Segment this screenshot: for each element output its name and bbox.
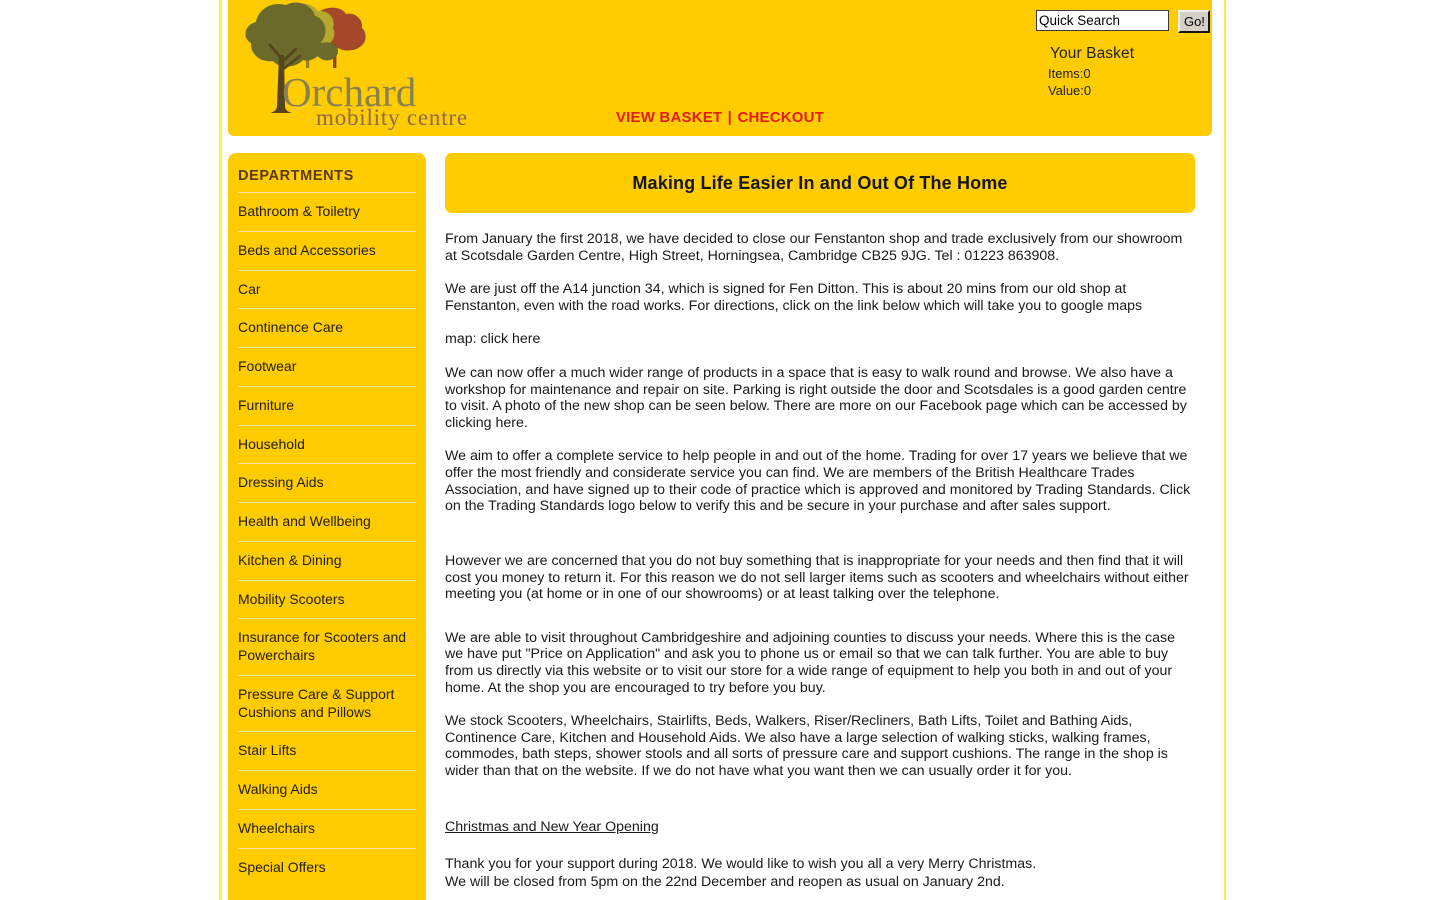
- paragraph-purchase-policy: However we are concerned that you do not buy something that is inappropriate for your needs and then find that it will cost you money to return it. For this reason we do not sell larger items such as scooters and wheelchairs without either meeting you (at home or in one of our showrooms) or at least talking over the telephone.: [445, 552, 1189, 603]
- sidebar-item-bathroom-toiletry[interactable]: Bathroom & Toiletry: [238, 203, 360, 219]
- paragraph-closure-notice: From January the first 2018, we have decided to close our Fenstanton shop and trade exclusively from our showroom at Scotsdale Garden Centre, High Street, Horningsea, Cambridge CB25 9JG. Tel : 01223 863908.: [445, 231, 1183, 264]
- nav-separator: |: [727, 109, 733, 126]
- sidebar-item-household[interactable]: Household: [238, 435, 305, 452]
- sidebar-item-special-offers[interactable]: Special Offers: [238, 858, 326, 875]
- departments-header: DEPARTMENTS: [238, 168, 354, 184]
- page-right-border: [1224, 0, 1226, 900]
- paragraph-new-shop: We can now offer a much wider range of products in a space that is easy to walk round and browse. We also have a workshop for maintenance and repair on site. Parking is right outside the door and Scotsdales is a good garden centre to visit. A photo of the new shop can be seen below. There are more on our Facebook page which can be accessed by clicking here.: [445, 365, 1187, 431]
- logo-word-mobility-centre: mobility centre: [316, 105, 468, 130]
- departments-list: [228, 192, 426, 887]
- basket-title: Your Basket: [1050, 45, 1135, 62]
- sidebar-item-mobility-scooters[interactable]: Mobility Scooters: [238, 590, 345, 607]
- quick-search-area: [1036, 10, 1216, 38]
- main-content: [445, 153, 1205, 892]
- basket-nav: [228, 109, 1212, 126]
- christmas-hours-line: We will be closed from 5pm on the 22nd December and reopen as usual on January 2nd.: [445, 874, 1005, 891]
- sidebar-item-pressure-care-support-cushions-and-pillows[interactable]: Pressure Care & Support Cushions and Pillows: [238, 685, 395, 720]
- checkout-link[interactable]: CHECKOUT: [737, 109, 825, 126]
- sidebar-item-furniture[interactable]: Furniture: [238, 396, 295, 413]
- sidebar-item-health-and-wellbeing[interactable]: Health and Wellbeing: [238, 513, 371, 530]
- basket-total-value: Value:0: [1048, 83, 1092, 99]
- sidebar-item-footwear[interactable]: Footwear: [238, 358, 297, 375]
- search-go-button[interactable]: Go!: [1178, 10, 1210, 33]
- page-left-border: [219, 0, 222, 900]
- sidebar-item-kitchen-dining[interactable]: Kitchen & Dining: [238, 551, 342, 568]
- paragraph-service-promise: We aim to offer a complete service to help people in and out of the home. Trading for over 17 years we believe that we offer the most friendly and considerate service you can find. We are members of the British Healthcare Trades Association, and have signed up to their code of practice which is approved and monitored by Trading Standards. Click on the Trading Standards logo below to verify this and be secure in your purchase and after sales support.: [445, 448, 1191, 515]
- sidebar-item-car[interactable]: Car: [238, 280, 261, 297]
- paragraph-home-visits: We are able to visit throughout Cambridgeshire and adjoining counties to discuss your needs. Where this is the case we have put "Price on Application" and ask you to phone us or email so that we can talk further. You are able to buy from us directly via this website or to visit our store for a wide range of equipment to help you both in and out of your home. At the shop you are encouraged to try before you buy.: [445, 629, 1176, 696]
- paragraph-stock-list: We stock Scooters, Wheelchairs, Stairlifts, Beds, Walkers, Riser/Recliners, Bath Lifts, Toilet and Bathing Aids, Continence Care, Kitchen and Household Aids. We also have a large selection of walking sticks, walking frames, commodes, bath steps, shower stools and all sorts of pressure care and support cushions. The range in the shop is wider than that on the website. If we do not have what you want then we can usually order it for you.: [445, 713, 1168, 780]
- paragraph-directions: We are just off the A14 junction 34, which is signed for Fen Ditton. This is about 20 mins from our old shop at Fenstanton, even with the road works. For directions, click on the link below which will take you to google maps: [445, 281, 1143, 314]
- christmas-heading: Christmas and New Year Opening: [445, 818, 659, 835]
- content-body: [445, 213, 1205, 892]
- departments-sidebar: [228, 153, 426, 900]
- christmas-section: [445, 818, 1195, 892]
- sidebar-item-walking-aids[interactable]: Walking Aids: [238, 781, 318, 798]
- sidebar-item-wheelchairs[interactable]: Wheelchairs: [238, 820, 316, 837]
- page-title: Making Life Easier In and Out Of The Home: [445, 153, 1195, 213]
- view-basket-link[interactable]: VIEW BASKET: [615, 109, 723, 126]
- basket-summary: [1050, 45, 1134, 100]
- site-header: [228, 0, 1212, 136]
- sidebar-item-dressing-aids[interactable]: Dressing Aids: [238, 474, 324, 491]
- basket-items-count: Items:0: [1048, 66, 1091, 81]
- sidebar-item-continence-care[interactable]: Continence Care: [238, 319, 344, 336]
- logo-word-orchard: Orchard: [282, 69, 417, 115]
- sidebar-item-insurance-for-scooters-and-powerchairs[interactable]: Insurance for Scooters and Powerchairs: [238, 629, 407, 664]
- sidebar-item-stair-lifts[interactable]: Stair Lifts: [238, 742, 297, 759]
- paragraph-map-link[interactable]: map: click here: [445, 331, 541, 348]
- sidebar-item-beds-and-accessories[interactable]: Beds and Accessories: [238, 241, 376, 258]
- search-input[interactable]: [1036, 10, 1169, 31]
- christmas-thanks-line: Thank you for your support during 2018. We would like to wish you all a very Merry Christmas.: [445, 855, 1037, 872]
